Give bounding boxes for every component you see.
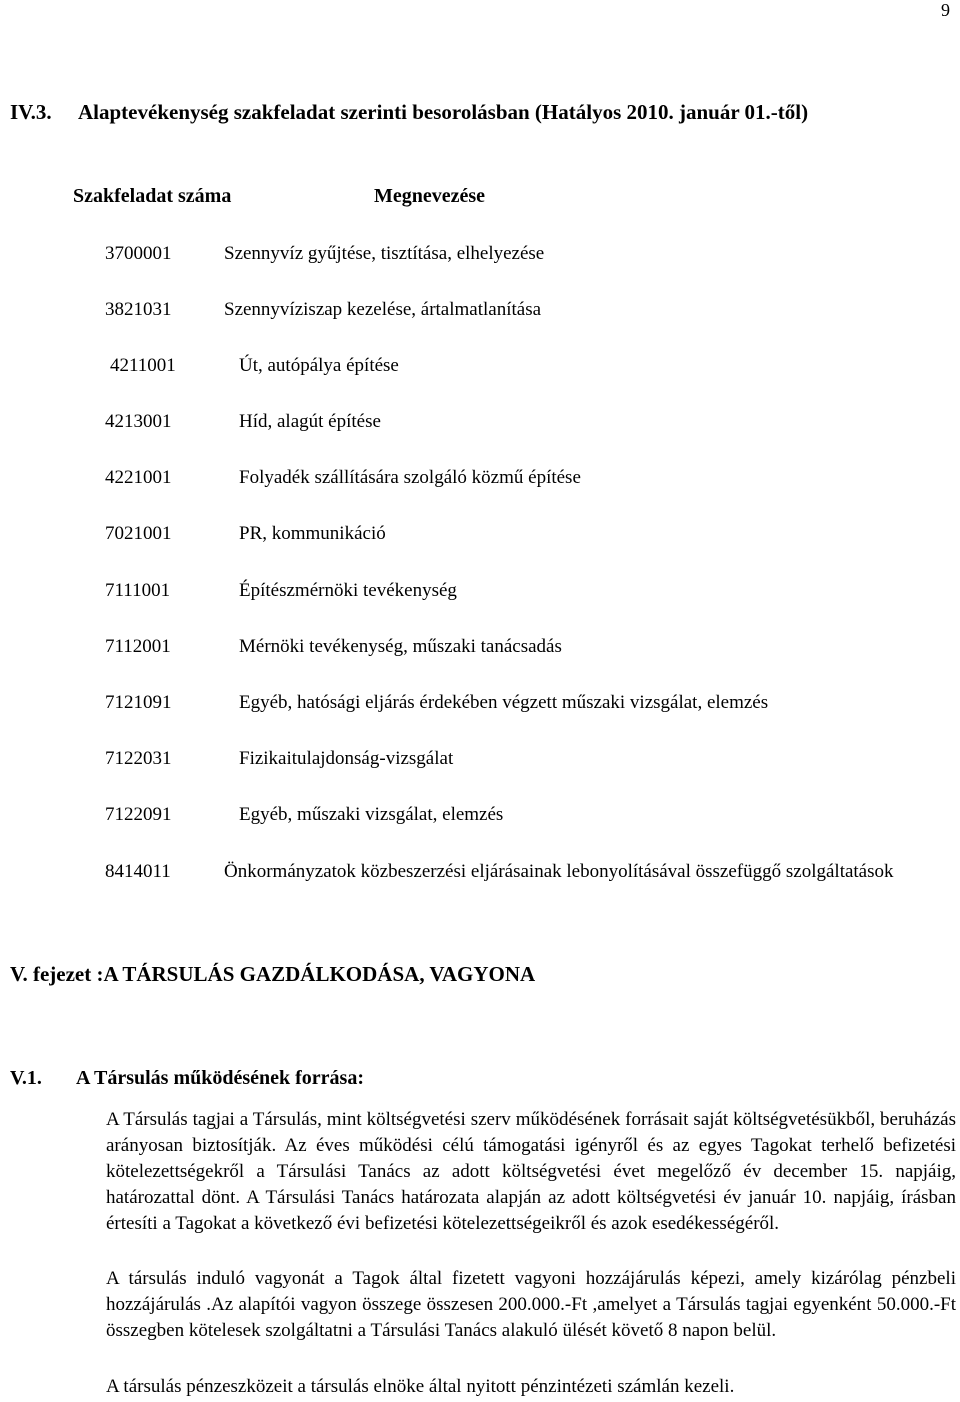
section-number: V.1. <box>10 1067 42 1089</box>
task-code: 7122031 <box>105 748 172 769</box>
page-number: 9 <box>941 0 950 20</box>
section-title: Alaptevékenység szakfeladat szerinti besorolásban (Hatályos 2010. január 01.-től) <box>78 100 809 124</box>
task-name: Szennyvíziszap kezelése, ártalmatlanítása <box>224 299 542 320</box>
task-code: 3821031 <box>105 299 172 320</box>
task-code: 7122091 <box>105 804 172 825</box>
section-heading-iv3 <box>10 100 808 125</box>
paragraph-cash-management: A társulás pénzeszközeit a társulás elnöke által nyitott pénzintézeti számlán kezeli. <box>106 1376 735 1397</box>
task-name: Építészmérnöki tevékenység <box>239 580 457 601</box>
paragraph-initial-assets: A társulás induló vagyonát a Tagok által fizetett vagyoni hozzájárulás képezi, amely kizárólag pénzbeli hozzájárulás .Az alapítói vagyon összege összesen 200.000.-Ft ,amelyet a Társulás tagjai egyenként 50.000.-Ft összegben kötelesek szolgáltatni a Társulási Tanács alakuló ülését követő 8 napon belül. <box>106 1268 956 1341</box>
task-code: 7121091 <box>105 692 172 713</box>
task-name: Út, autópálya építése <box>239 355 399 376</box>
task-code: 4213001 <box>105 411 172 432</box>
chapter-heading-v: V. fejezet :A TÁRSULÁS GAZDÁLKODÁSA, VAGYONA <box>10 962 536 986</box>
task-code: 4221001 <box>105 467 172 488</box>
task-code: 7112001 <box>105 636 171 657</box>
column-header-name: Megnevezése <box>374 185 486 207</box>
task-name: Szennyvíz gyűjtése, tisztítása, elhelyezése <box>224 243 545 264</box>
task-name: Egyéb, hatósági eljárás érdekében végzett műszaki vizsgálat, elemzés <box>239 692 769 713</box>
task-code: 4211001 <box>110 355 176 376</box>
paragraph-funding: A Társulás tagjai a Társulás, mint költségvetési szerv működésének forrásait saját költségvetésükből, beruházás arányosan biztosítják. Az éves működési célú támogatási igényről és az egyes Tagokat terhelő befizetési kötelezettségekről a Társulási Tanács az adott költségvetési évet megelőző év december 15. napjáig, határozattal dönt. A Társulási Tanács határozata alapján az adott költségvetési év január 10. napjáig, írásban értesíti a Tagokat a következő évi befizetési kötelezettségeikről és azok esedékességéről. <box>106 1109 956 1234</box>
section-heading-v1 <box>10 1067 364 1090</box>
task-name: Önkormányzatok közbeszerzési eljárásainak lebonyolításával összefüggő szolgáltatások <box>224 861 894 882</box>
task-name: Mérnöki tevékenység, műszaki tanácsadás <box>239 636 562 657</box>
task-code: 7021001 <box>105 523 172 544</box>
task-name: Folyadék szállítására szolgáló közmű építése <box>239 467 581 488</box>
task-name: PR, kommunikáció <box>239 523 386 544</box>
task-name: Egyéb, műszaki vizsgálat, elemzés <box>239 804 504 825</box>
task-code: 3700001 <box>105 243 172 264</box>
section-title: A Társulás működésének forrása: <box>76 1067 364 1089</box>
task-code: 7111001 <box>105 580 171 601</box>
task-code: 8414011 <box>105 861 171 882</box>
section-number: IV.3. <box>10 100 52 124</box>
column-header-code: Szakfeladat száma <box>73 185 232 207</box>
task-name: Fizikaitulajdonság-vizsgálat <box>239 748 454 769</box>
task-name: Híd, alagút építése <box>239 411 381 432</box>
